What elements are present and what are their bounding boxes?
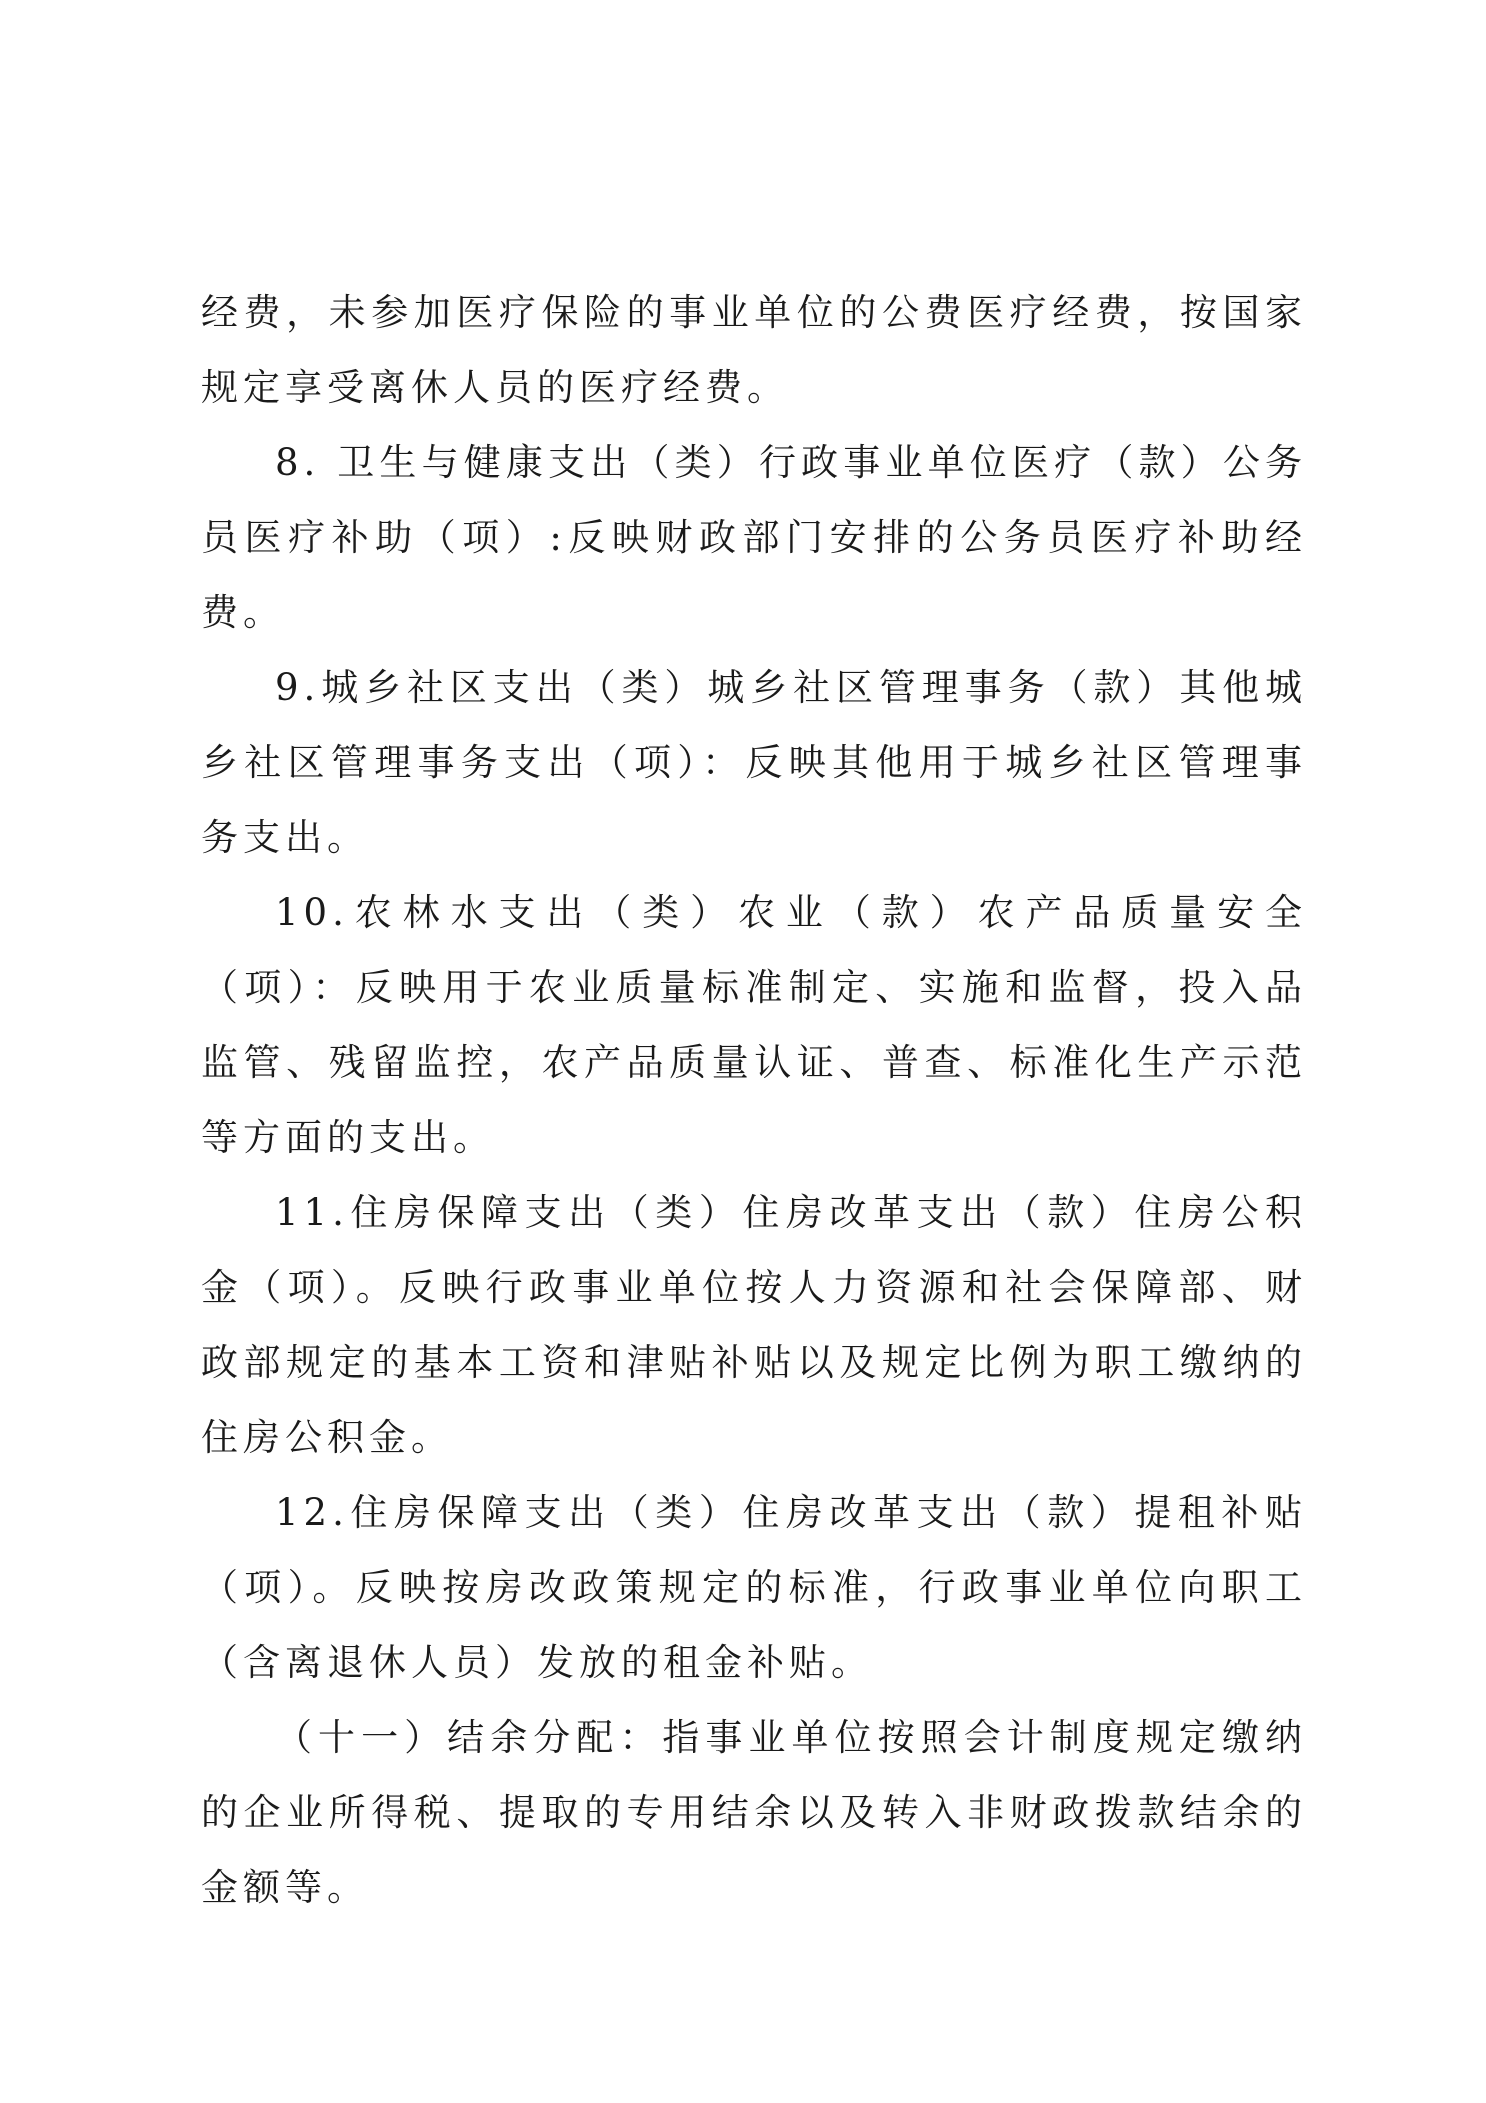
document-body — [201, 275, 1307, 1925]
paragraph-item-9: 9.城乡社区支出（类）城乡社区管理事务（款）其他城乡社区管理事务支出（项）：反映其他用于城乡社区管理事务支出。 — [201, 666, 1307, 859]
paragraph-item-8: 8. 卫生与健康支出（类）行政事业单位医疗（款）公务员医疗补助（项）:反映财政部门安排的公务员医疗补助经费。 — [201, 441, 1307, 634]
paragraph-item-10: 10.农林水支出（类）农业（款）农产品质量安全（项）：反映用于农业质量标准制定、实施和监督，投入品监管、残留监控，农产品质量认证、普查、标准化生产示范等方面的支出。 — [201, 891, 1307, 1159]
paragraph-item-11: 11.住房保障支出（类）住房改革支出（款）住房公积金（项）。反映行政事业单位按人力资源和社会保障部、财政部规定的基本工资和津贴补贴以及规定比例为职工缴纳的住房公积金。 — [201, 1191, 1307, 1459]
paragraph-section-11: （十一）结余分配：指事业单位按照会计制度规定缴纳的企业所得税、提取的专用结余以及转入非财政拨款结余的金额等。 — [201, 1716, 1307, 1909]
paragraph-item-12: 12.住房保障支出（类）住房改革支出（款）提租补贴（项）。反映按房改政策规定的标准，行政事业单位向职工（含离退休人员）发放的租金补贴。 — [201, 1491, 1307, 1684]
paragraph-continuation: 经费，未参加医疗保险的事业单位的公费医疗经费，按国家规定享受离休人员的医疗经费。 — [201, 291, 1307, 409]
